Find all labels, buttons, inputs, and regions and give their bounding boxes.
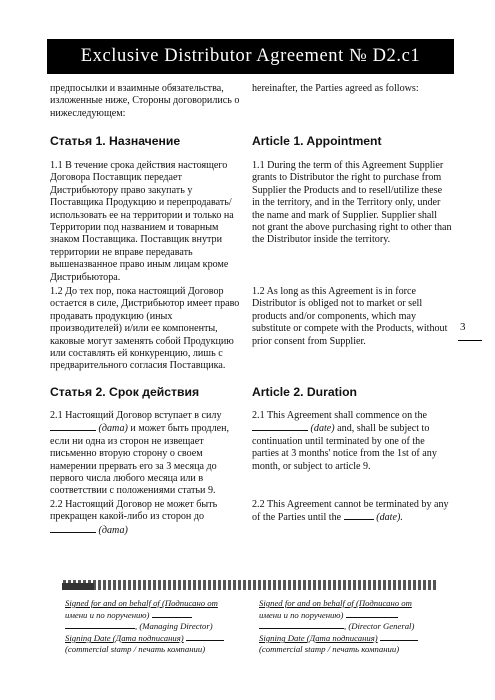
page-number: 3: [460, 321, 466, 333]
clause-2-1-en: [252, 410, 452, 473]
margin-divider: [458, 340, 482, 341]
date-blank: [344, 511, 374, 520]
date-blank[interactable]: [186, 632, 224, 641]
intro-en: hereinafter, the Parties agreed as follows:: [252, 83, 419, 94]
heading-article-1-ru: Статья 1. Назначение: [50, 134, 181, 148]
name-blank[interactable]: [65, 620, 135, 629]
clause-2-2-en: [252, 499, 452, 525]
clause-2-1-en-text-a: 2.1 This Agreement shall commence on the: [252, 410, 428, 421]
clause-1-1-en: 1.1 During the term of this Agreement Supplier grants to Distributor the right to purchase from Supplier the Products and to resell/utilize these in the territory, and in the Territory only, under the name and mark of Supplier. Supplier shall not grant the above purchasing right to other than the Distributor inside the territory.: [252, 160, 452, 246]
intro-ru: предпосылки и взаимные обязательства, изложенные ниже, Стороны договорились о нижеследующем:: [50, 83, 240, 119]
heading-article-1-en: Article 1. Appointment: [252, 134, 382, 148]
document-title: Exclusive Distributor Agreement № D2.c1: [47, 39, 454, 74]
date-blank[interactable]: [380, 632, 418, 641]
signature-blank[interactable]: [346, 609, 398, 618]
signature-block-left: [65, 598, 247, 655]
sig-left-line2: имени и по поручению): [65, 609, 150, 620]
date-blank: [50, 524, 96, 533]
clause-2-2-ru: [50, 499, 243, 537]
clause-2-1-ru: [50, 410, 243, 498]
heading-article-2-en: Article 2. Duration: [252, 385, 357, 399]
signature-separator: [63, 580, 437, 590]
clause-2-2-ru-text: 2.2 Настоящий Договор не может быть прекращен какой-либо из сторон до: [50, 499, 218, 523]
clause-1-1-ru: 1.1 В течение срока действия настоящего Договора Поставщик передает Дистрибьютору право закупать у Поставщика Продукцию и перепродавать/использовать ее на территории и только на Территории под названием и товарным знаком Поставщика. Поставщик внутри территории не вправе передавать вышеназванное право иным лицам кроме Дистрибьютора.: [50, 160, 234, 283]
sig-right-date-row: [259, 632, 444, 644]
sig-left-stamp: (commercial stamp / печать компании): [65, 643, 206, 654]
signature-block-right: [259, 598, 444, 655]
clause-1-2-ru: 1.2 До тех пор, пока настоящий Договор остается в силе, Дистрибьютор имеет право продавать продукцию (иных производителей) и/или ее компоненты, каковые могут заменять собой Продукцию или составлять ей конкуренцию, лишь с предварительного согласия Поставщика.: [50, 286, 240, 372]
date-placeholder: (date): [310, 423, 335, 435]
sig-left-title-row: [65, 620, 247, 632]
clause-2-1-en-text-b: and, shall be subject to continuation until terminated by one of the parties at 3 months' notice from the 1st of any month, or subject to article 9.: [252, 423, 437, 472]
clause-1-2-en: 1.2 As long as this Agreement is in force Distributor is obliged not to market or sell products and/or components, which may substitute or compete with the Products, without prior consent from Supplier.: [252, 286, 448, 347]
sig-left-title: , (Managing Director): [135, 621, 213, 632]
sig-right-line2: имени и по поручению): [259, 609, 344, 620]
clause-2-2-en-text: 2.2 This Agreement cannot be terminated by any of the Parties until the: [252, 499, 449, 524]
sig-left-line1: Signed for and on behalf of (Подписано от: [65, 598, 218, 608]
sig-right-stamp: (commercial stamp / печать компании): [259, 643, 400, 654]
signature-separator-mark: [62, 583, 94, 590]
sig-left-date-row: [65, 632, 247, 644]
sig-right-line1: Signed for and on behalf of (Подписано от: [259, 598, 412, 608]
sig-right-date: Signing Date (Дата подписания): [259, 633, 378, 644]
sig-left-date: Signing Date (Дата подписания): [65, 633, 184, 644]
heading-article-2-ru: Статья 2. Срок действия: [50, 385, 200, 399]
sig-right-line2-row: [259, 609, 444, 621]
date-placeholder: (дата): [98, 423, 128, 435]
clause-2-1-ru-text-a: 2.1 Настоящий Договор вступает в силу: [50, 410, 222, 421]
sig-left-line2-row: [65, 609, 247, 621]
signature-blank[interactable]: [152, 609, 192, 618]
clause-2-1-ru-text-b: и может быть продлен, если ни одна из сторон не извещает письменно вторую сторону о своем намерении прервать его за 3 месяца до первого числа любого месяца или в соответствии с положениями статьи 9.: [50, 423, 230, 497]
date-placeholder: (date).: [376, 512, 403, 524]
sig-right-title-row: [259, 620, 444, 632]
sig-right-title: , (Director General): [344, 621, 415, 632]
date-placeholder: (дата): [98, 524, 128, 536]
name-blank[interactable]: [259, 620, 344, 629]
date-blank: [50, 422, 96, 431]
date-blank: [252, 422, 308, 431]
